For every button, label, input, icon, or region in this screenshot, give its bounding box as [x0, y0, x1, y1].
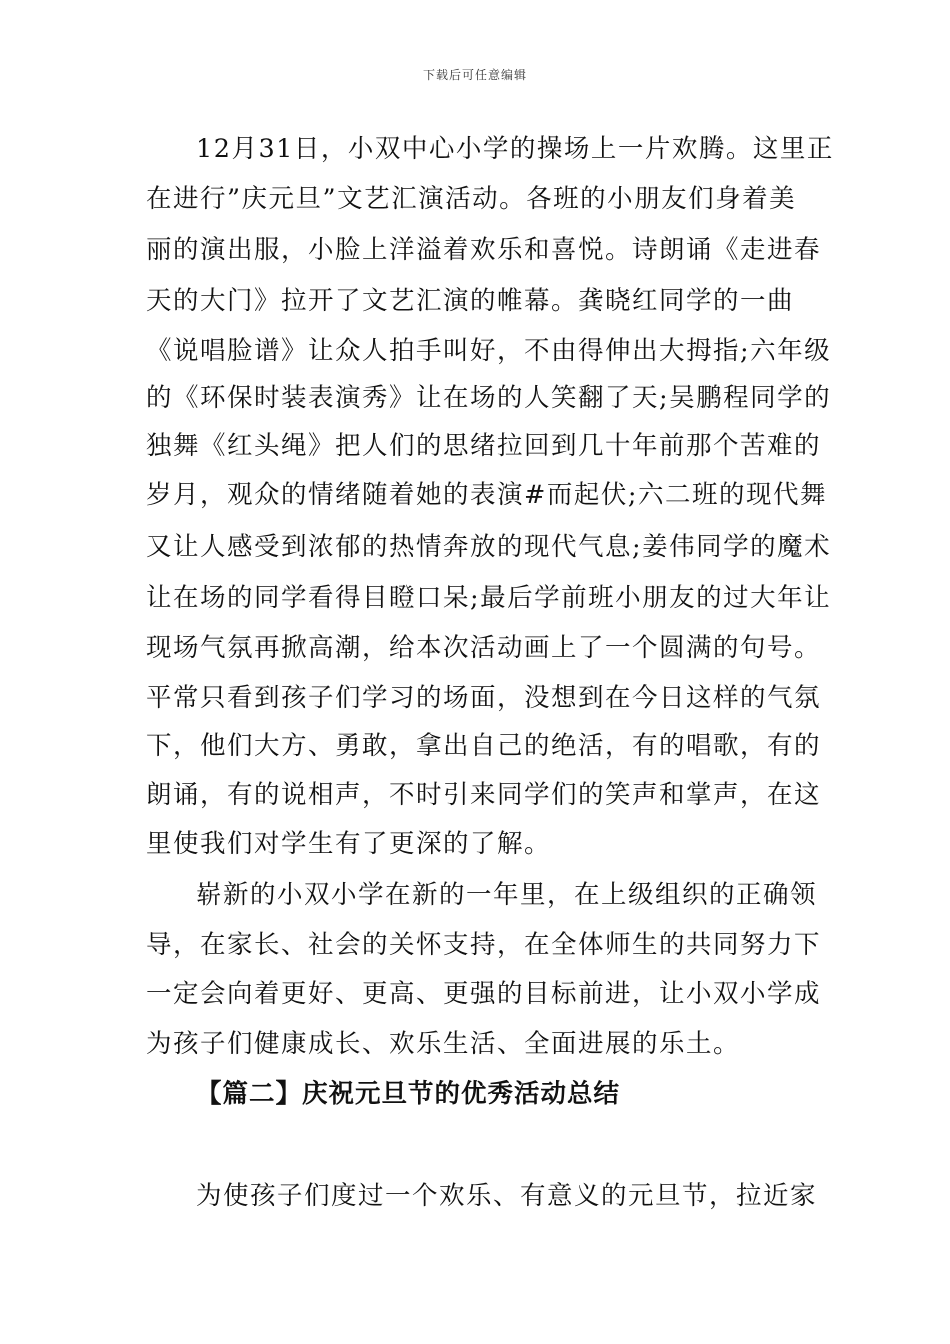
- paragraph-line: 里使我们对学生有了更深的了解。: [146, 829, 552, 859]
- paragraph-line: 天的大门》拉开了文艺汇演的帷幕。龚晓红同学的一曲: [146, 286, 795, 316]
- paragraph-line: 下，他们大方、勇敢，拿出自己的绝活，有的唱歌，有的: [146, 731, 822, 761]
- paragraph-line: 丽的演出服，小脸上洋溢着欢乐和喜悦。诗朗诵《走进春: [146, 235, 822, 265]
- paragraph-line: 朗诵，有的说相声，不时引来同学们的笑声和掌声，在这: [146, 780, 822, 810]
- paragraph-line: 独舞《红头绳》把人们的思绪拉回到几十年前那个苦难的: [146, 431, 822, 461]
- paragraph-line: 的《环保时装表演秀》让在场的人笑翻了天;吴鹏程同学的: [146, 383, 832, 413]
- paragraph-line: 在进行”庆元旦”文艺汇演活动。各班的小朋友们身着美: [146, 184, 797, 214]
- paragraph-line: 岁月，观众的情绪随着她的表演#而起伏;六二班的现代舞: [146, 480, 827, 510]
- paragraph-line: 现场气氛再掀高潮，给本次活动画上了一个圆满的句号。: [146, 633, 822, 663]
- paragraph-line: 平常只看到孩子们学习的场面，没想到在今日这样的气氛: [146, 683, 822, 713]
- paragraph-line: 又让人感受到浓郁的热情奔放的现代气息;姜伟同学的魔术: [146, 532, 832, 562]
- paragraph-line: 《说唱脸谱》让众人拍手叫好，不由得伸出大拇指;六年级: [146, 336, 832, 366]
- page-header: 下载后可任意编辑: [422, 68, 527, 82]
- section-heading: 【篇二】庆祝元旦节的优秀活动总结: [196, 1079, 621, 1109]
- paragraph-line: 为孩子们健康成长、欢乐生活、全面进展的乐土。: [146, 1029, 741, 1059]
- paragraph-line: 崭新的小双小学在新的一年里，在上级组织的正确领: [196, 880, 818, 910]
- paragraph-line: 12月31日，小双中心小学的操场上一片欢腾。这里正: [196, 134, 834, 164]
- paragraph-line: 让在场的同学看得目瞪口呆;最后学前班小朋友的过大年让: [146, 583, 832, 613]
- paragraph-line: 为使孩子们度过一个欢乐、有意义的元旦节，拉近家: [196, 1181, 818, 1211]
- paragraph-line: 一定会向着更好、更高、更强的目标前进，让小双小学成: [146, 979, 822, 1009]
- paragraph-line: 导，在家长、社会的关怀支持，在全体师生的共同努力下: [146, 930, 822, 960]
